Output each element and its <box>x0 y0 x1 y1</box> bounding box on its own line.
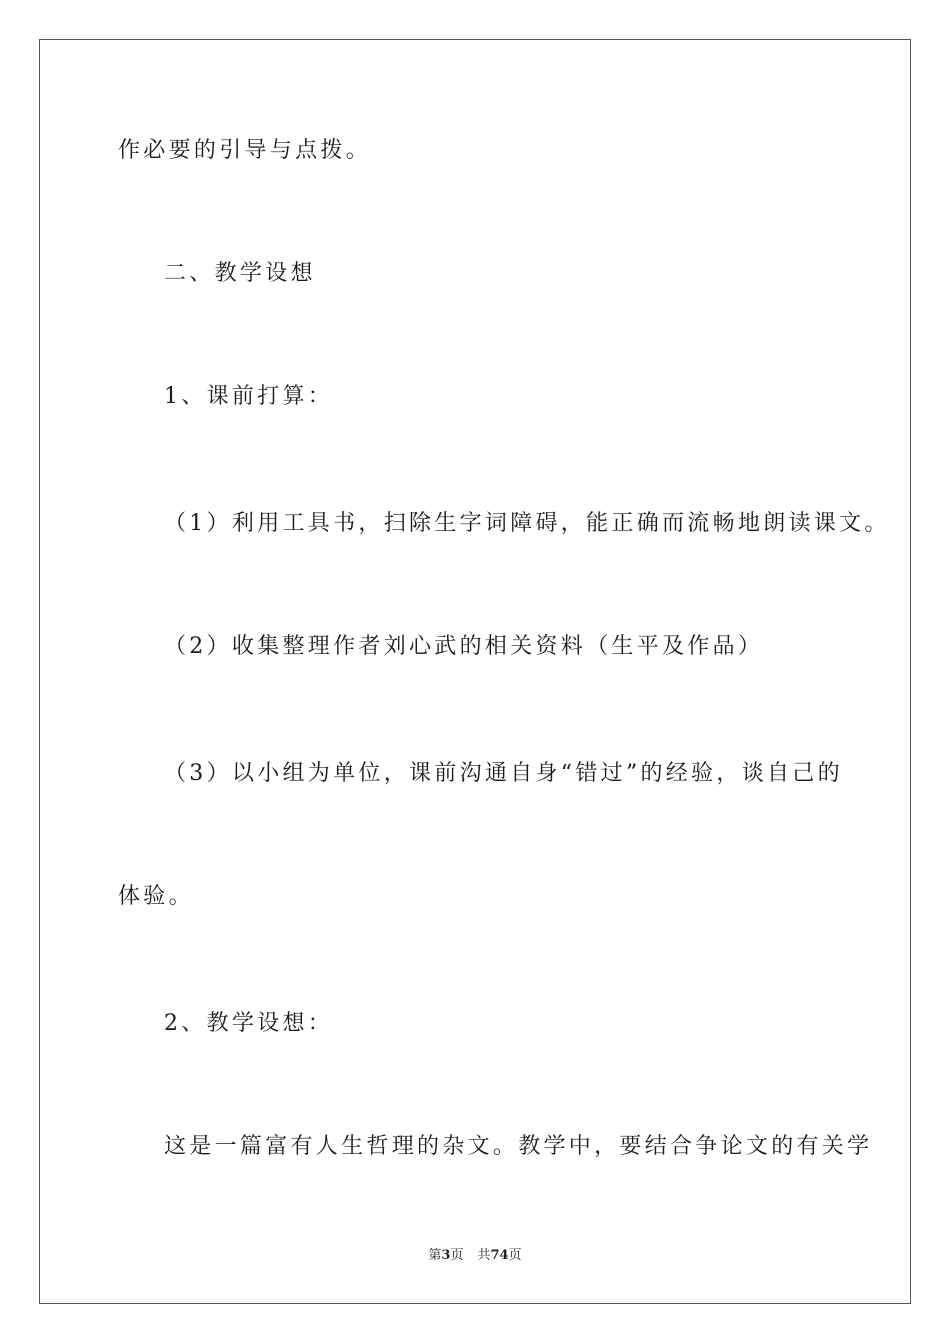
page-prefix: 第 <box>428 1248 442 1263</box>
paragraph-line: 作必要的引导与点拨。 <box>118 138 372 163</box>
section-heading: 二、教学设想 <box>164 261 316 286</box>
paragraph-line: 体验。 <box>118 884 194 909</box>
paragraph-line: 这是一篇富有人生哲理的杂文。教学中，要结合争论文的有关学 <box>164 1134 873 1159</box>
page-footer <box>0 1247 950 1265</box>
total-pages: 74 <box>490 1248 509 1263</box>
page-border <box>39 39 911 1304</box>
page-number: 3 <box>441 1248 451 1263</box>
total-suffix: 页 <box>508 1248 522 1263</box>
subsection-heading: 1、课前打算： <box>164 384 334 409</box>
list-item: （2）收集整理作者刘心武的相关资料（生平及作品） <box>164 634 764 659</box>
list-item: （3）以小组为单位，课前沟通自身“错过”的经验，谈自己的 <box>164 761 843 786</box>
list-item: （1）利用工具书，扫除生字词障碍，能正确而流畅地朗读课文。 <box>164 511 890 536</box>
total-prefix: 共 <box>477 1248 491 1263</box>
page-suffix: 页 <box>450 1248 464 1263</box>
subsection-heading: 2、教学设想： <box>164 1011 334 1036</box>
